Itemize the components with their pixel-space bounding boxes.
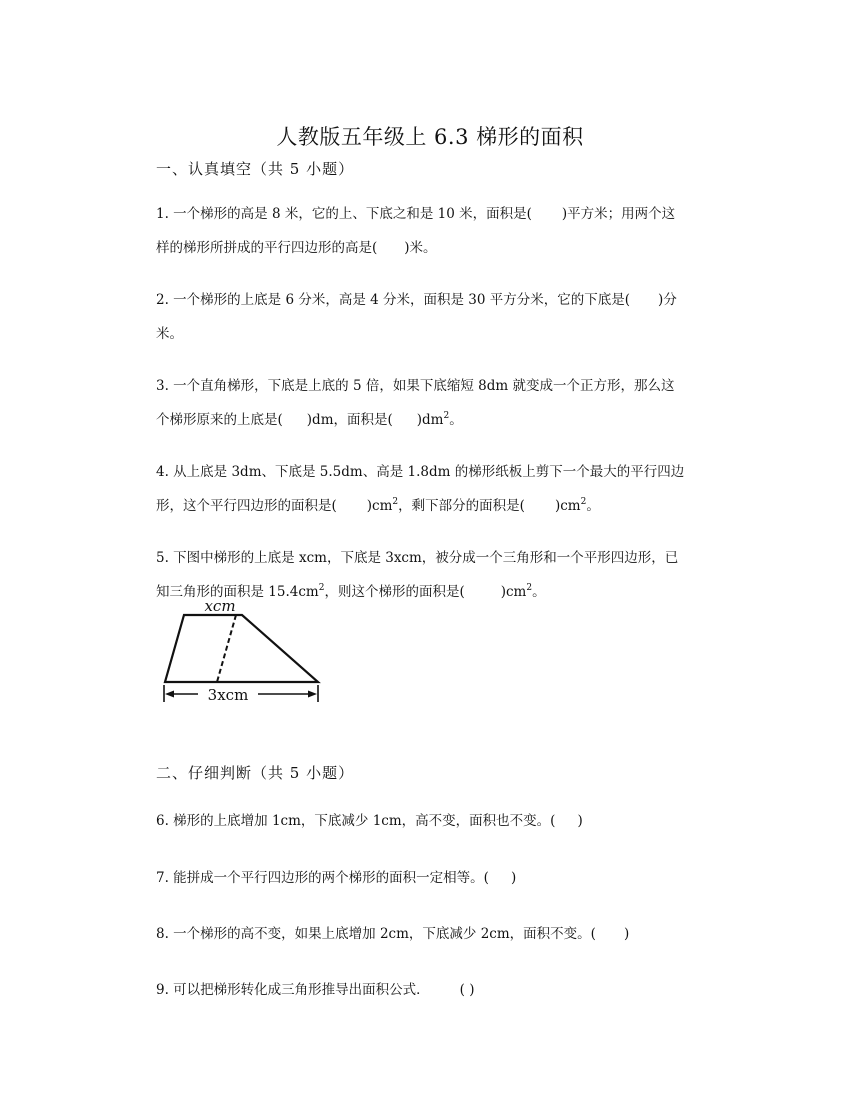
q6-text-b: ) xyxy=(577,813,583,829)
section-heading-judge: 二、仔细判断（共 5 小题） xyxy=(156,764,355,782)
q5-line2-b: ，则这个梯形的面积是( xyxy=(324,584,465,600)
dashed-divider-line xyxy=(217,615,236,682)
section-heading-fill-in: 一、认真填空（共 5 小题） xyxy=(156,160,355,178)
question-1 xyxy=(156,197,716,265)
q3-line2-d: 。 xyxy=(449,412,463,428)
q4-line2-c: ，剩下部分的面积是( xyxy=(398,498,525,514)
q7-text-b: ) xyxy=(510,870,517,886)
q6-text-a: 6. 梯形的上底增加 1cm，下底减少 1cm，高不变，面积也不变。( xyxy=(156,813,556,829)
question-2 xyxy=(156,283,716,351)
question-6 xyxy=(156,804,716,838)
q5-line2-c: )cm xyxy=(500,584,527,600)
question-4 xyxy=(156,455,716,523)
arrowhead-right-icon xyxy=(308,691,317,698)
q4-line2-e: 。 xyxy=(586,498,600,514)
q5-superscript-2: 2 xyxy=(526,583,533,593)
q8-text-b: ) xyxy=(623,926,630,942)
figure-label-bottom: 3xcm xyxy=(207,686,249,704)
arrowhead-left-icon xyxy=(165,691,174,698)
q3-line2-c: )dm xyxy=(416,412,444,428)
q7-text-a: 7. 能拼成一个平行四边形的两个梯形的面积一定相等。( xyxy=(156,870,489,886)
q5-line2-d: 。 xyxy=(532,584,546,600)
q3-line2-b: )dm，面积是( xyxy=(306,412,393,428)
q4-line1: 4. 从上底是 3dm、下底是 5.5dm、高是 1.8dm 的梯形纸板上剪下一个最大的平行四边 xyxy=(156,464,685,480)
q2-line1-b: )分 xyxy=(658,292,677,308)
question-8 xyxy=(156,917,716,951)
question-3 xyxy=(156,369,716,437)
q4-line2-a: 形，这个平行四边形的面积是( xyxy=(156,498,337,514)
q4-line2-d: )cm xyxy=(554,498,581,514)
question-7 xyxy=(156,861,716,895)
q1-line1-b: )平方米；用两个这 xyxy=(561,206,676,222)
q2-line2: 米。 xyxy=(156,326,183,342)
q9-text-a: 9. 可以把梯形转化成三角形推导出面积公式． xyxy=(156,982,430,998)
q3-line2-a: 个梯形原来的上底是( xyxy=(156,412,283,428)
trapezoid-figure xyxy=(160,597,325,709)
trapezoid-outline xyxy=(165,615,318,682)
q3-superscript: 2 xyxy=(443,411,450,421)
q1-line1-a: 1. 一个梯形的高是 8 米，它的上、下底之和是 10 米，面积是( xyxy=(156,206,532,222)
figure-label-top: xcm xyxy=(204,597,236,615)
q1-line2-b: )米。 xyxy=(404,240,437,256)
q2-line1-a: 2. 一个梯形的上底是 6 分米，高是 4 分米，面积是 30 平方分米，它的下底是( xyxy=(156,292,631,308)
question-9 xyxy=(156,973,716,1007)
q8-text-a: 8. 一个梯形的高不变，如果上底增加 2cm，下底减少 2cm，面积不变。( xyxy=(156,926,596,942)
q4-superscript-1: 2 xyxy=(392,497,399,507)
q5-line1: 5. 下图中梯形的上底是 xcm，下底是 3xcm，被分成一个三角形和一个平形四边形，已 xyxy=(156,550,679,566)
page-title: 人教版五年级上 6.3 梯形的面积 xyxy=(276,125,584,149)
q5-superscript-1: 2 xyxy=(318,583,325,593)
q3-line1: 3. 一个直角梯形，下底是上底的 5 倍，如果下底缩短 8dm 就变成一个正方形，那么这 xyxy=(156,378,675,394)
q9-answer-brackets[interactable]: ( ) xyxy=(459,982,475,998)
q4-superscript-2: 2 xyxy=(580,497,587,507)
q1-line2-a: 样的梯形所拼成的平行四边形的高是( xyxy=(156,240,378,256)
q4-line2-b: )cm xyxy=(366,498,393,514)
q5-line2-a: 知三角形的面积是 15.4cm xyxy=(156,584,319,600)
